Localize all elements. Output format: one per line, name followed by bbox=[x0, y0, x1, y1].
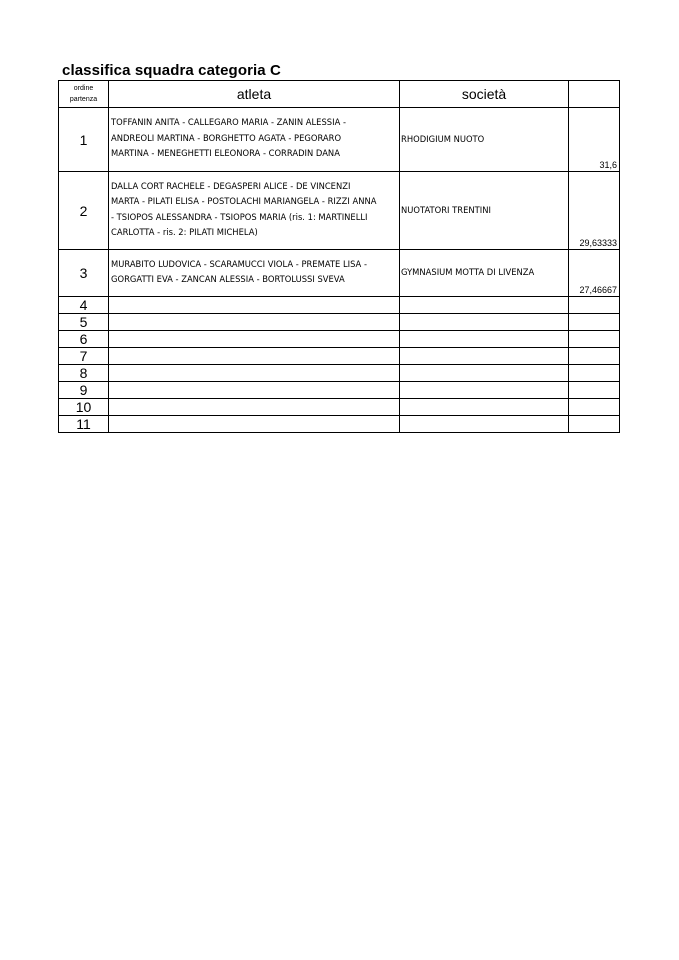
classification-table bbox=[58, 80, 620, 433]
team-text: GYMNASIUM MOTTA DI LIVENZA bbox=[401, 268, 535, 278]
team-cell bbox=[400, 172, 569, 250]
athletes-cell bbox=[109, 172, 400, 250]
header-athlete: atleta bbox=[109, 81, 400, 108]
order-cell: 4 bbox=[59, 297, 109, 314]
score-cell: 27,46667 bbox=[569, 250, 620, 297]
team-cell bbox=[400, 416, 569, 433]
athletes-cell bbox=[109, 399, 400, 416]
team-cell bbox=[400, 365, 569, 382]
athletes-cell bbox=[109, 416, 400, 433]
order-cell: 7 bbox=[59, 348, 109, 365]
team-cell bbox=[400, 314, 569, 331]
score-cell bbox=[569, 382, 620, 399]
empty-row bbox=[59, 416, 620, 433]
team-cell bbox=[400, 331, 569, 348]
athletes-cell bbox=[109, 108, 400, 172]
order-cell: 3 bbox=[59, 250, 109, 297]
athletes-cell bbox=[109, 348, 400, 365]
empty-row bbox=[59, 314, 620, 331]
score-cell bbox=[569, 348, 620, 365]
table-row bbox=[59, 250, 620, 297]
table-row bbox=[59, 172, 620, 250]
athletes-text: TOFFANIN ANITA - CALLEGARO MARIA - ZANIN ALESSIA - ANDREOLI MARTINA - BORGHETTO AGATA - PEGORARO MARTINA - MENEGHETTI ELEONORA - CORRADIN DANA bbox=[111, 118, 346, 160]
athletes-cell bbox=[109, 250, 400, 297]
header-order-line2: partenza bbox=[69, 96, 98, 103]
athletes-cell bbox=[109, 331, 400, 348]
order-cell: 10 bbox=[59, 399, 109, 416]
score-cell bbox=[569, 365, 620, 382]
athletes-text: MURABITO LUDOVICA - SCARAMUCCI VIOLA - PREMATE LISA - GORGATTI EVA - ZANCAN ALESSIA - BORTOLUSSI SVEVA bbox=[111, 259, 367, 285]
empty-row bbox=[59, 365, 620, 382]
order-cell: 5 bbox=[59, 314, 109, 331]
header-order-line1: ordine bbox=[73, 85, 94, 92]
athletes-cell bbox=[109, 297, 400, 314]
team-cell bbox=[400, 250, 569, 297]
team-cell bbox=[400, 297, 569, 314]
athletes-cell bbox=[109, 382, 400, 399]
team-text: NUOTATORI TRENTINI bbox=[401, 205, 491, 216]
empty-row bbox=[59, 399, 620, 416]
order-cell: 2 bbox=[59, 172, 109, 250]
header-score bbox=[569, 81, 620, 108]
team-cell bbox=[400, 348, 569, 365]
empty-row bbox=[59, 331, 620, 348]
page-title: classifica squadra categoria C bbox=[62, 62, 281, 79]
empty-row bbox=[59, 382, 620, 399]
empty-row bbox=[59, 297, 620, 314]
order-cell: 6 bbox=[59, 331, 109, 348]
athletes-cell bbox=[109, 365, 400, 382]
athletes-cell bbox=[109, 314, 400, 331]
team-cell bbox=[400, 382, 569, 399]
score-cell bbox=[569, 314, 620, 331]
score-cell bbox=[569, 416, 620, 433]
order-cell: 1 bbox=[59, 108, 109, 172]
athletes-text: DALLA CORT RACHELE - DEGASPERI ALICE - DE VINCENZI MARTA - PILATI ELISA - POSTOLACHI MARIANGELA - RIZZI ANNA - TSIOPOS ALESSANDRA - TSIOPOS MARIA (ris. 1: MARTINELLI CARLOTTA - ris. 2: PILATI MICHELA) bbox=[111, 181, 377, 238]
order-cell: 8 bbox=[59, 365, 109, 382]
header-order bbox=[59, 81, 109, 108]
table-row bbox=[59, 108, 620, 172]
score-cell: 29,63333 bbox=[569, 172, 620, 250]
score-cell bbox=[569, 399, 620, 416]
score-cell bbox=[569, 331, 620, 348]
order-cell: 9 bbox=[59, 382, 109, 399]
team-text: RHODIGIUM NUOTO bbox=[401, 134, 485, 145]
empty-row bbox=[59, 348, 620, 365]
order-cell: 11 bbox=[59, 416, 109, 433]
score-cell bbox=[569, 297, 620, 314]
header-team: società bbox=[400, 81, 569, 108]
score-cell: 31,6 bbox=[569, 108, 620, 172]
team-cell bbox=[400, 108, 569, 172]
team-cell bbox=[400, 399, 569, 416]
header-row bbox=[59, 81, 620, 108]
